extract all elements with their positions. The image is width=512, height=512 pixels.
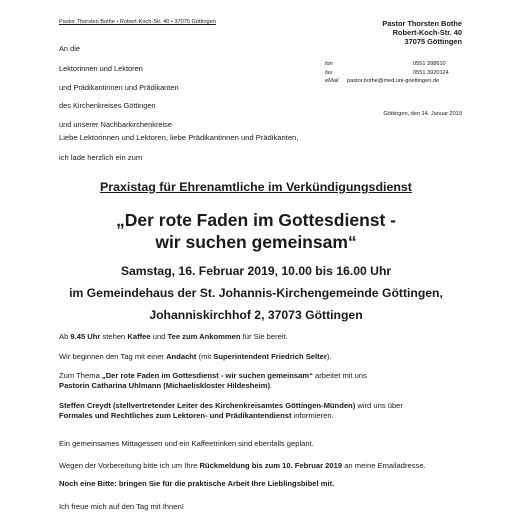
text-bold: Tee zum Ankommen (167, 332, 241, 341)
email-label: eMail (325, 78, 339, 84)
text: . (270, 381, 273, 390)
text: informieren. (291, 411, 334, 420)
fon-label: fon (325, 61, 333, 67)
event-title-line-1: „Der rote Faden im Gottesdienst - (115, 210, 397, 230)
text-bold: Superintendent Friedrich Selter (213, 352, 327, 361)
text: Zum Thema (59, 371, 102, 380)
text-bold: 9.45 Uhr (70, 332, 101, 341)
recipient-line: Lektorinnen und Lektoren (59, 64, 143, 73)
text: wird uns über (355, 401, 403, 410)
text-bold: Andacht (166, 352, 197, 361)
text-bold: Steffen Creydt (stellvertretender Leiter des Kirchenkreisamtes Göttingen-Münden) (59, 401, 356, 410)
contact-block (325, 60, 449, 86)
sender-return-line: Pastor Thorsten Bothe • Robert-Koch-Str. 40 • 37075 Göttingen (59, 19, 216, 25)
greeting: Liebe Lektorinnen und Lektoren, liebe Prädikantinnen und Prädikanten, (59, 133, 299, 142)
text-bold: Kaffee (127, 332, 151, 341)
paragraph-arrival (59, 332, 288, 341)
paragraph-topic (59, 371, 367, 391)
text-bold: Pastorin Catharina Uhlmann (Michaeliskloster Hildesheim) (59, 381, 270, 390)
text: (mit (196, 352, 214, 361)
date-line: Göttingen, den 14. Januar 2019 (383, 111, 462, 117)
event-address: Johanniskirchhof 2, 37073 Göttingen (149, 308, 363, 322)
text: für Sie bereit. (240, 332, 288, 341)
fon-value: 0551 398610 (413, 61, 446, 67)
paragraph-bible-request: Noch eine Bitte: bringen Sie für die praktische Arbeit Ihre Lieblingsbibel mit. (59, 479, 335, 488)
fax-value: 0551 3920124 (413, 69, 449, 76)
text: Wegen der Vorbereitung bitte ich um Ihre (59, 461, 200, 470)
recipient-line: und Prädikantinnen und Prädikanten (59, 82, 179, 92)
paragraph-devotion (59, 352, 331, 361)
recipient-line: des Kirchenkreises Göttingen (59, 101, 156, 110)
paragraph-closing: Ich freue mich auf den Tag mit Ihnen! (59, 502, 184, 511)
event-venue: im Gemeindehaus der St. Johannis-Kirchengemeinde Göttingen, (69, 286, 443, 300)
recipient-line: und unserer Nachbarkirchenkreise (59, 119, 172, 129)
text: ). (326, 352, 332, 361)
paragraph-formal (59, 401, 403, 421)
event-heading: Praxistag für Ehrenamtliche im Verkündigungsdienst (100, 180, 412, 194)
paragraph-meals: Ein gemeinsames Mittagessen und ein Kaffeetrinken sind ebenfalls geplant. (59, 439, 314, 448)
recipient-address (59, 60, 179, 134)
email-value: pastor.bothe@med.uni-goettingen.de (347, 78, 440, 84)
text-bold: Rückmeldung bis zum 10. Februar 2019 (199, 461, 343, 470)
text: und (150, 332, 168, 341)
text: stehen (100, 332, 128, 341)
text: arbeitet mit uns (312, 371, 367, 380)
text: Wir beginnen den Tag mit einer (59, 352, 167, 361)
text: Ab (59, 332, 71, 341)
sender-street: Robert-Koch-Str. 40 (392, 28, 462, 37)
text-bold: „Der rote Faden im Gottesdienst - wir suchen gemeinsam“ (101, 371, 313, 380)
text: an meine Emailadresse. (342, 461, 426, 470)
event-date: Samstag, 16. Februar 2019, 10.00 bis 16.00 Uhr (120, 264, 392, 278)
fax-label: fax (325, 69, 333, 76)
paragraph-rsvp (59, 461, 426, 470)
event-title-line-2: wir suchen gemeinsam“ (155, 232, 357, 252)
sender-city: 37075 Göttingen (404, 37, 462, 46)
sender-block (382, 19, 462, 46)
sender-name: Pastor Thorsten Bothe (382, 19, 462, 28)
text-bold: Formales und Rechtliches zum Lektoren- und Prädikantendienst (59, 411, 292, 420)
invite-line: ich lade herzlich ein zum (59, 153, 143, 162)
recipient-salutation: An die (59, 44, 80, 53)
